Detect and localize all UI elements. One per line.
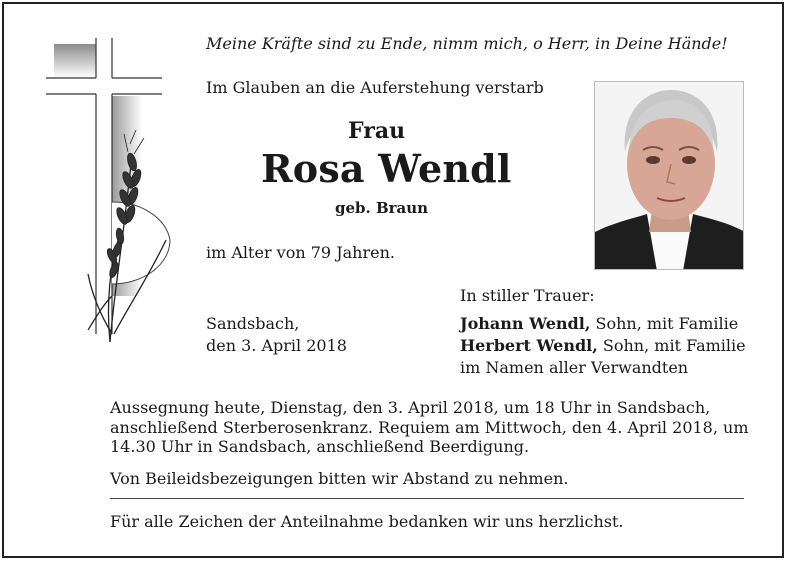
- age-line: im Alter von 79 Jahren.: [206, 243, 395, 262]
- relatives-line: im Namen aller Verwandten: [460, 358, 689, 377]
- mourner-line: [460, 314, 738, 333]
- intro-line: Im Glauben an die Auferstehung verstarb: [206, 78, 544, 97]
- mourner-line: [460, 336, 746, 355]
- salutation: Frau: [348, 118, 406, 144]
- portrait-photo: [594, 81, 744, 270]
- divider: [110, 498, 744, 499]
- date: den 3. April 2018: [206, 336, 347, 355]
- birth-name: geb. Braun: [335, 199, 429, 217]
- mourner-name: Johann Wendl,: [460, 314, 591, 333]
- thanks-line: Für alle Zeichen der Anteilnahme bedanken wir uns herzlichst.: [110, 512, 624, 531]
- mourner-relation: Sohn, mit Familie: [602, 336, 746, 355]
- place: Sandsbach,: [206, 314, 300, 333]
- condolence-note: Von Beileidsbezeigungen bitten wir Abstand zu nehmen.: [110, 469, 569, 488]
- cross-icon: [46, 38, 162, 334]
- mourner-relation: Sohn, mit Familie: [595, 314, 739, 333]
- motto-quote: Meine Kräfte sind zu Ende, nimm mich, o Herr, in Deine Hände!: [206, 34, 728, 53]
- deceased-name: Rosa Wendl: [261, 146, 512, 191]
- mourner-name: Herbert Wendl,: [460, 336, 598, 355]
- funeral-details: Aussegnung heute, Dienstag, den 3. April 2018, um 18 Uhr in Sandsbach, anschließend Sterberosenkranz. Requiem am Mittwoch, den 4. April 2018, um 14.30 Uhr in Sandsbach, anschließend Beerdigung.: [110, 398, 749, 456]
- portrait-icon: [595, 82, 744, 270]
- cross-wheat-emblem: [40, 34, 180, 354]
- mourning-heading: In stiller Trauer:: [460, 286, 595, 305]
